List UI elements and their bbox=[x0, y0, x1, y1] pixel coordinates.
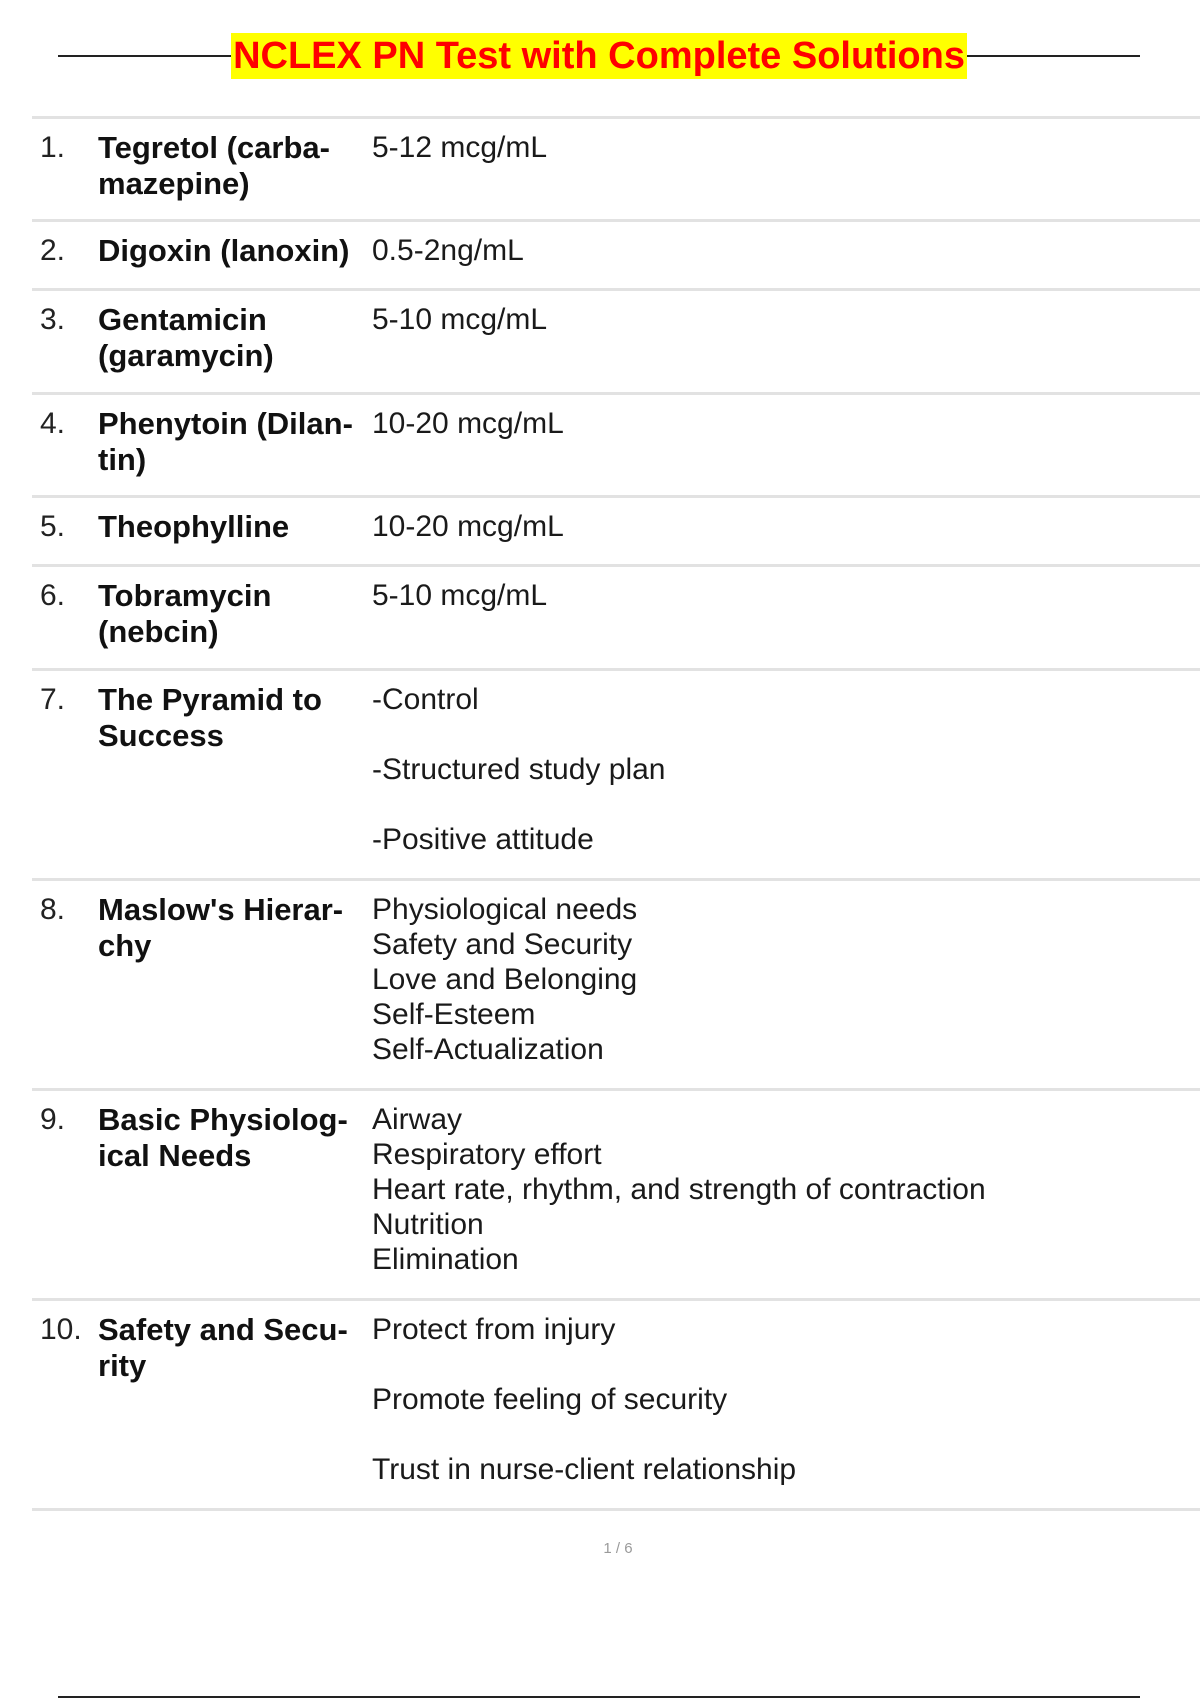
card-term: Tegretol (carba- mazepine) bbox=[98, 130, 330, 201]
card-number: 5. bbox=[40, 510, 66, 543]
definition-line: 10-20 mcg/mL bbox=[372, 510, 564, 543]
card-definition bbox=[372, 578, 1192, 614]
definition-line: 0.5-2ng/mL bbox=[372, 234, 524, 267]
card-number: 4. bbox=[40, 407, 66, 440]
definition-line: Nutrition bbox=[372, 1208, 484, 1241]
card-definition bbox=[372, 509, 1192, 545]
definition-line: Self-Esteem bbox=[372, 998, 536, 1031]
definition-line: 10-20 mcg/mL bbox=[372, 407, 564, 440]
card-definition bbox=[372, 233, 1192, 269]
page-indicator: 1 / 6 bbox=[603, 1540, 633, 1557]
definition-line: Self-Actualization bbox=[372, 1033, 604, 1066]
card-definition bbox=[372, 1312, 1192, 1488]
card-definition bbox=[372, 682, 1192, 858]
flashcard-row bbox=[32, 668, 1200, 878]
definition-line: Trust in nurse-client relationship bbox=[372, 1453, 797, 1486]
card-number: 9. bbox=[40, 1103, 66, 1136]
card-number: 1. bbox=[40, 131, 66, 164]
flashcard-row bbox=[32, 1088, 1200, 1298]
definition-line: Safety and Security bbox=[372, 928, 633, 961]
card-definition bbox=[372, 302, 1192, 338]
card-definition bbox=[372, 892, 1192, 1067]
card-number: 3. bbox=[40, 303, 66, 336]
card-number: 8. bbox=[40, 893, 66, 926]
card-term: Safety and Secu- rity bbox=[98, 1312, 348, 1383]
card-term: Phenytoin (Dilan- tin) bbox=[98, 406, 353, 477]
definition-line: 5-10 mcg/mL bbox=[372, 579, 548, 612]
definition-line: Promote feeling of security bbox=[372, 1383, 728, 1416]
definition-line: 5-12 mcg/mL bbox=[372, 131, 548, 164]
flashcard-row bbox=[32, 219, 1200, 288]
flashcard-row bbox=[32, 1298, 1200, 1511]
definition-line: -Control bbox=[372, 683, 479, 716]
card-term: Tobramycin (nebcin) bbox=[98, 578, 272, 649]
card-term: Gentamicin (garamycin) bbox=[98, 302, 274, 373]
card-term: Digoxin (lanoxin) bbox=[98, 233, 350, 268]
flashcard-row bbox=[32, 288, 1200, 392]
definition-line: 5-10 mcg/mL bbox=[372, 303, 548, 336]
document-title: NCLEX PN Test with Complete Solutions bbox=[233, 35, 965, 77]
card-definition bbox=[372, 1102, 1192, 1277]
flashcard-list bbox=[32, 116, 1200, 1511]
card-number: 6. bbox=[40, 579, 66, 612]
definition-line: Heart rate, rhythm, and strength of contraction bbox=[372, 1173, 986, 1206]
card-term: The Pyramid to Success bbox=[98, 682, 322, 753]
card-number: 2. bbox=[40, 234, 66, 267]
definition-line: Protect from injury bbox=[372, 1313, 616, 1346]
card-term: Maslow's Hierar- chy bbox=[98, 892, 344, 963]
document-title-bar bbox=[58, 30, 1140, 82]
card-term: Basic Physiolog- ical Needs bbox=[98, 1102, 348, 1173]
title-rule-left bbox=[58, 55, 231, 57]
title-rule-right bbox=[967, 55, 1140, 57]
flashcard-row bbox=[32, 392, 1200, 495]
definition-line: Respiratory effort bbox=[372, 1138, 602, 1171]
flashcard-row bbox=[32, 878, 1200, 1088]
card-number: 7. bbox=[40, 683, 66, 716]
flashcard-row bbox=[32, 116, 1200, 219]
definition-line: -Positive attitude bbox=[372, 823, 594, 856]
flashcard-row bbox=[32, 564, 1200, 668]
definition-line: -Structured study plan bbox=[372, 753, 666, 786]
card-number: 10. bbox=[40, 1313, 82, 1346]
footer-rule bbox=[58, 1696, 1140, 1698]
definition-line: Elimination bbox=[372, 1243, 519, 1276]
definition-line: Airway bbox=[372, 1103, 463, 1136]
definition-line: Love and Belonging bbox=[372, 963, 638, 996]
definition-line: Physiological needs bbox=[372, 893, 638, 926]
flashcard-row bbox=[32, 495, 1200, 564]
card-definition bbox=[372, 406, 1192, 442]
card-term: Theophylline bbox=[98, 509, 290, 544]
card-definition bbox=[372, 130, 1192, 166]
